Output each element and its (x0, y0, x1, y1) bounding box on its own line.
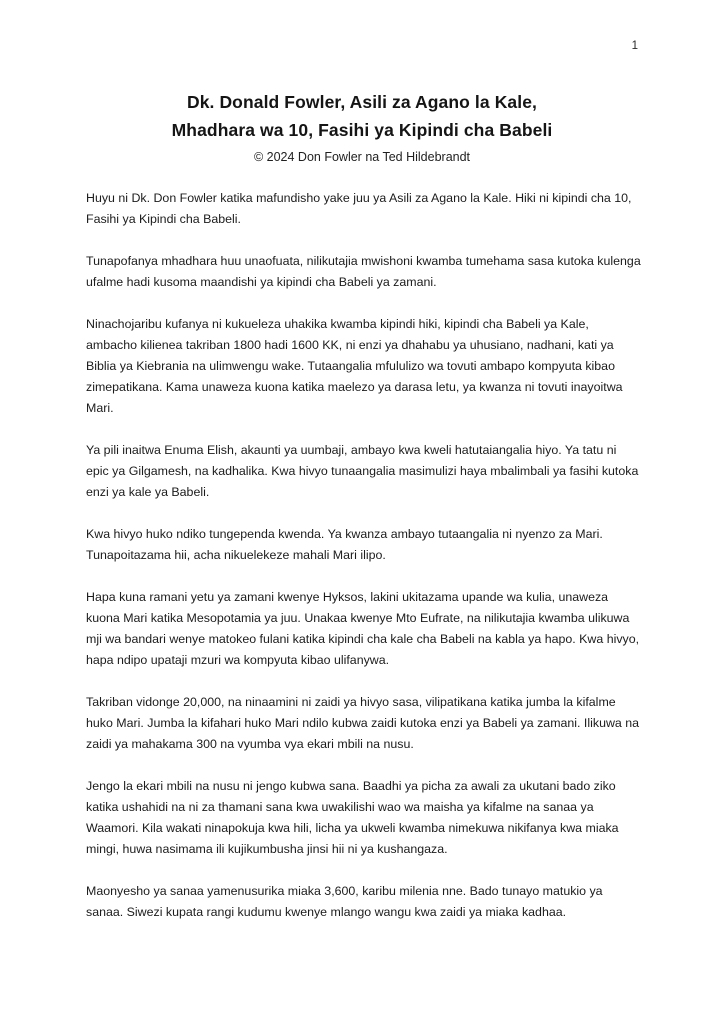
paragraph: Huyu ni Dk. Don Fowler katika mafundisho yake juu ya Asili za Agano la Kale. Hiki ni kipindi cha 10, Fasihi ya Kipindi cha Babeli. (86, 191, 632, 226)
document-title-line-1: Dk. Donald Fowler, Asili za Agano la Kale, (186, 92, 538, 112)
paragraph: Kwa hivyo huko ndiko tungependa kwenda. Ya kwanza ambayo tutaangalia ni nyenzo za Mari. Tunapoitazama hii, acha nikuelekeze mahali Mari ilipo. (86, 527, 603, 562)
document-title-line-2: Mhadhara wa 10, Fasihi ya Kipindi cha Babeli (171, 120, 553, 140)
paragraph: Jengo la ekari mbili na nusu ni jengo kubwa sana. Baadhi ya picha za awali za ukutani bado ziko katika ushahidi na ni za thamani sana kwa uwakilishi wao wa maisha ya kifalme na sanaa ya Waamori. Kila wakati ninapokuja kwa hili, licha ya ukweli kwamba nimekuwa nikifanya kwa miaka mingi, huwa nasimama ili kujikumbusha jinsi hii ni ya kushangaza. (86, 779, 619, 856)
document-body (0, 188, 724, 923)
paragraph: Tunapofanya mhadhara huu unaofuata, nilikutajia mwishoni kwamba tumehama sasa kutoka kulenga ufalme hadi kusoma maandishi ya kipindi cha Babeli ya zamani. (86, 254, 641, 289)
paragraph: Ninachojaribu kufanya ni kukueleza uhakika kwamba kipindi hiki, kipindi cha Babeli ya Kale, ambacho kilienea takriban 1800 hadi 1600 KK, ni enzi ya dhahabu ya uhusiano, nadhani, kati ya Biblia ya Kiebrania na ulimwengu wake. Tutaangalia mfululizo wa tovuti ambapo kompyuta kibao zimepatikana. Kama unaweza kuona katika maelezo ya darasa letu, ya kwanza ni tovuti inayoitwa Mari. (86, 317, 623, 415)
paragraph: Hapa kuna ramani yetu ya zamani kwenye Hyksos, lakini ukitazama upande wa kulia, unaweza kuona Mari katika Mesopotamia ya juu. Unakaa kwenye Mto Eufrate, na nilikutajia kwamba ulikuwa mji wa bandari wenye matokeo fulani katika kipindi cha kale cha Babeli na kabla ya hapo. Kwa hivyo, hapa ndipo upataji mzuri wa kompyuta kibao ulifanywa. (86, 590, 640, 667)
title-block (0, 0, 724, 164)
copyright-line: © 2024 Don Fowler na Ted Hildebrandt (253, 150, 471, 164)
paragraph: Takriban vidonge 20,000, na ninaamini ni zaidi ya hivyo sasa, vilipatikana katika jumba la kifalme huko Mari. Jumba la kifahari huko Mari ndilo kubwa zaidi kutoka enzi ya Babeli ya zamani. Ilikuwa na zaidi ya mahakama 300 na vyumba vya ekari mbili na nusu. (86, 695, 640, 751)
paragraph: Maonyesho ya sanaa yamenusurika miaka 3,600, karibu milenia nne. Bado tunayo matukio ya sanaa. Siwezi kupata rangi kudumu kwenye mlango wangu kwa zaidi ya miaka kadhaa. (86, 884, 603, 919)
page-number: 1 (631, 40, 638, 52)
paragraph: Ya pili inaitwa Enuma Elish, akaunti ya uumbaji, ambayo kwa kweli hatutaiangalia hiyo. Ya tatu ni epic ya Gilgamesh, na kadhalika. Kwa hivyo tunaangalia masimulizi haya mbalimbali ya fasihi kutoka enzi ya kale ya Babeli. (86, 443, 639, 499)
